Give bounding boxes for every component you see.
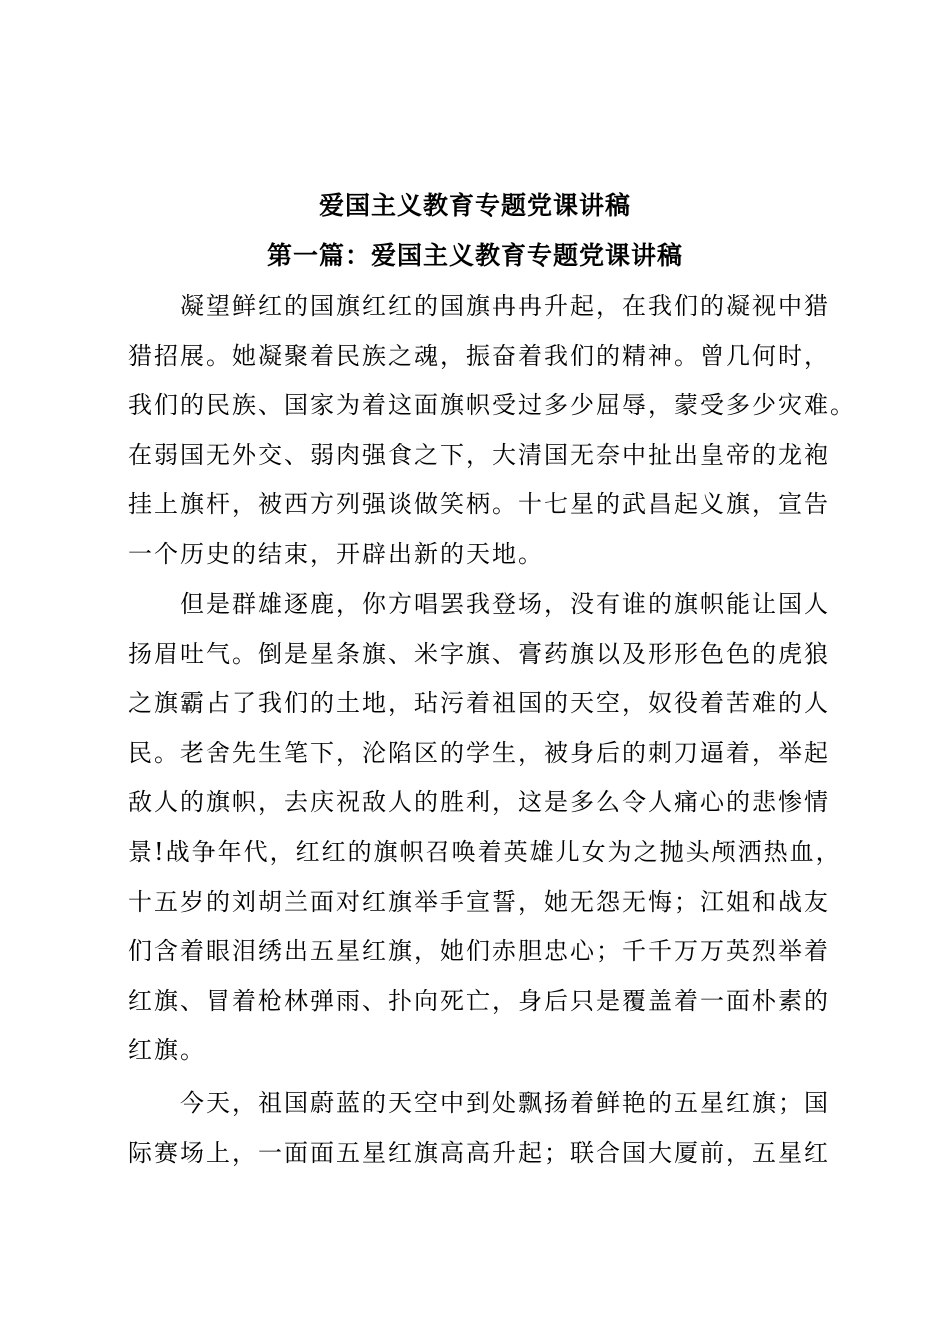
document-subtitle: 第一篇：爱国主义教育专题党课讲稿 bbox=[266, 241, 683, 270]
paragraph-line: 们含着眼泪绣出五星红旗，她们赤胆忠心；千千万万英烈举着 bbox=[128, 937, 830, 966]
paragraph-line: 在弱国无外交、弱肉强食之下，大清国无奈中扯出皇帝的龙袍 bbox=[128, 440, 830, 469]
paragraph-line: 际赛场上，一面面五星红旗高高升起；联合国大厦前，五星红 bbox=[128, 1138, 830, 1167]
paragraph-line: 十五岁的刘胡兰面对红旗举手宣誓，她无怨无悔；江姐和战友 bbox=[128, 887, 830, 916]
paragraph-line: 敌人的旗帜，去庆祝敌人的胜利，这是多么令人痛心的悲惨情 bbox=[128, 788, 830, 817]
document-title: 爱国主义教育专题党课讲稿 bbox=[318, 191, 631, 220]
paragraph-line: 我们的民族、国家为着这面旗帜受过多少屈辱，蒙受多少灾难。 bbox=[128, 391, 856, 420]
paragraph-line: 凝望鲜红的国旗红红的国旗冉冉升起，在我们的凝视中猎 bbox=[180, 292, 830, 320]
paragraph-line: 之旗霸占了我们的土地，玷污着祖国的天空，奴役着苦难的人 bbox=[128, 689, 830, 718]
paragraph-line: 但是群雄逐鹿，你方唱罢我登场，没有谁的旗帜能让国人 bbox=[180, 590, 830, 618]
paragraph-line: 猎招展。她凝聚着民族之魂，振奋着我们的精神。曾几何时， bbox=[128, 341, 830, 370]
paragraph-3 bbox=[128, 1079, 848, 1178]
paragraph-line: 景!战争年代，红红的旗帜召唤着英雄儿女为之抛头颅洒热血， bbox=[128, 837, 842, 866]
paragraph-line: 一个历史的结束，开辟出新的天地。 bbox=[128, 539, 544, 568]
paragraph-line: 扬眉吐气。倒是星条旗、米字旗、膏药旗以及形形色色的虎狼 bbox=[128, 639, 830, 668]
paragraph-line: 挂上旗杆，被西方列强谈做笑柄。十七星的武昌起义旗，宣告 bbox=[128, 490, 830, 519]
paragraph-1 bbox=[128, 282, 856, 580]
paragraph-line: 民。老舍先生笔下，沦陷区的学生，被身后的刺刀逼着，举起 bbox=[128, 738, 830, 767]
paragraph-line: 今天，祖国蔚蓝的天空中到处飘扬着鲜艳的五星红旗；国 bbox=[180, 1089, 830, 1117]
paragraph-line: 红旗、冒着枪林弹雨、扑向死亡，身后只是覆盖着一面朴素的 bbox=[128, 986, 830, 1015]
paragraph-line: 红旗。 bbox=[128, 1036, 206, 1065]
paragraph-2 bbox=[128, 580, 848, 1076]
